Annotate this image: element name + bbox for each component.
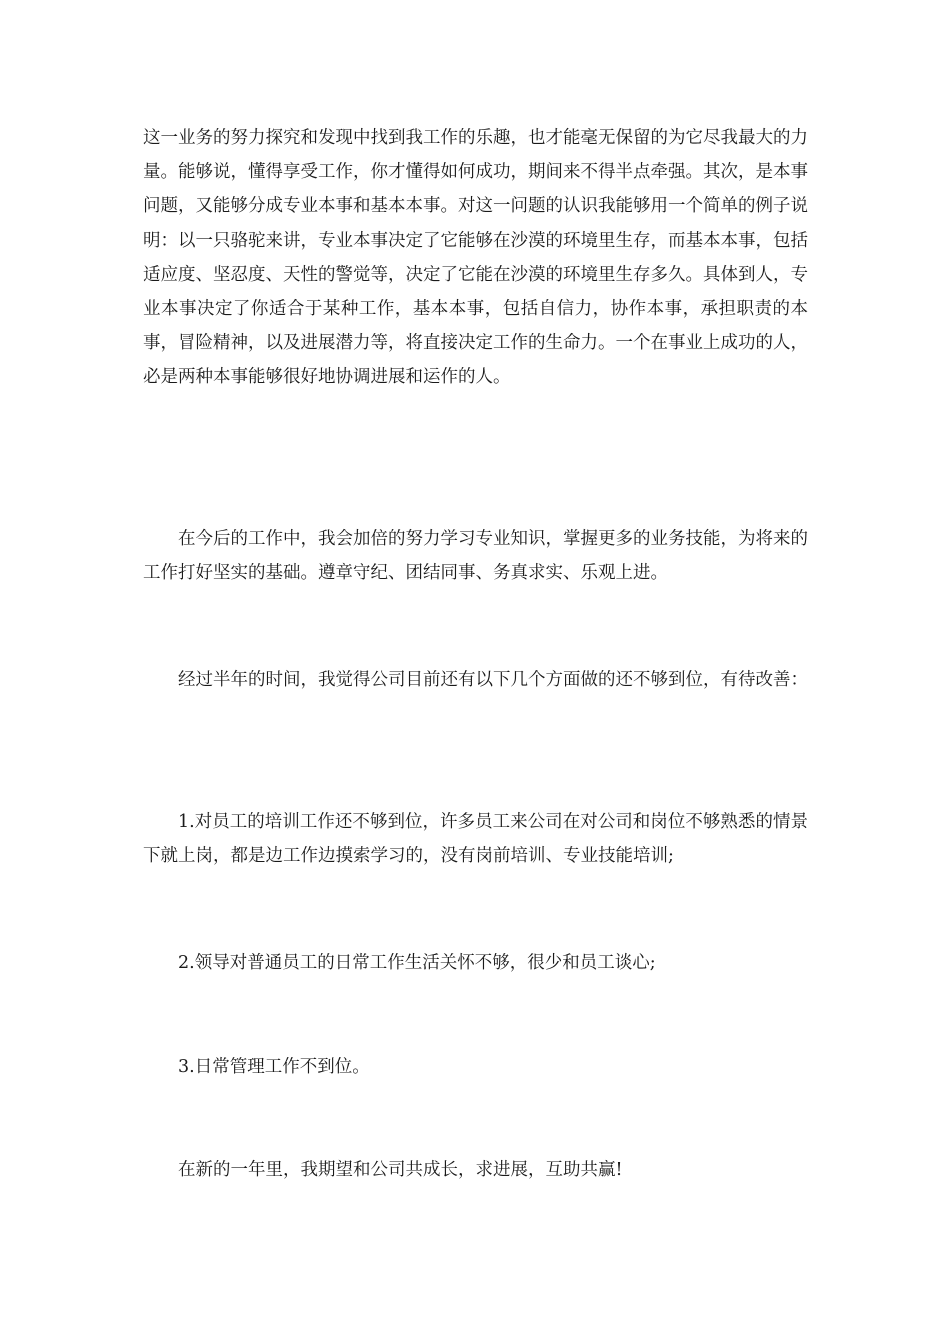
paragraph-closing-wish: 在新的一年里，我期望和公司共成长，求进展，互助共赢! [178, 1160, 623, 1180]
paragraph-improvement-intro: 经过半年的时间，我觉得公司目前还有以下几个方面做的还不够到位，有待改善： [178, 670, 808, 690]
list-item-training: 1.对员工的培训工作还不够到位，许多员工来公司在对公司和岗位不够熟悉的情景下就上岗，都是边工作边摸索学习的，没有岗前培训、专业技能培训; [143, 812, 808, 867]
paragraph-abilities: 这一业务的努力探究和发现中找到我工作的乐趣，也才能毫无保留的为它尽我最大的力量。能够说，懂得享受工作，你才懂得如何成功，期间来不得半点牵强。其次，是本事问题，又能够分成专业本事和基本本事。对这一问题的认识我能够用一个简单的例子说明：以一只骆驼来讲，专业本事决定了它能够在沙漠的环境里生存，而基本本事，包括适应度、坚忍度、天性的警觉等，决定了它能在沙漠的环境里生存多久。具体到人，专业本事决定了你适合于某种工作，基本本事，包括自信力，协作本事，承担职责的本事，冒险精神，以及进展潜力等，将直接决定工作的生命力。一个在事业上成功的人，必是两种本事能够很好地协调进展和运作的人。 [143, 128, 808, 388]
paragraph-future-plan: 在今后的工作中，我会加倍的努力学习专业知识，掌握更多的业务技能，为将来的工作打好坚实的基础。遵章守纪、团结同事、务真求实、乐观上进。 [143, 529, 808, 584]
list-item-leadership-care: 2.领导对普通员工的日常工作生活关怀不够，很少和员工谈心; [178, 953, 656, 973]
list-item-daily-management: 3.日常管理工作不到位。 [178, 1057, 370, 1077]
